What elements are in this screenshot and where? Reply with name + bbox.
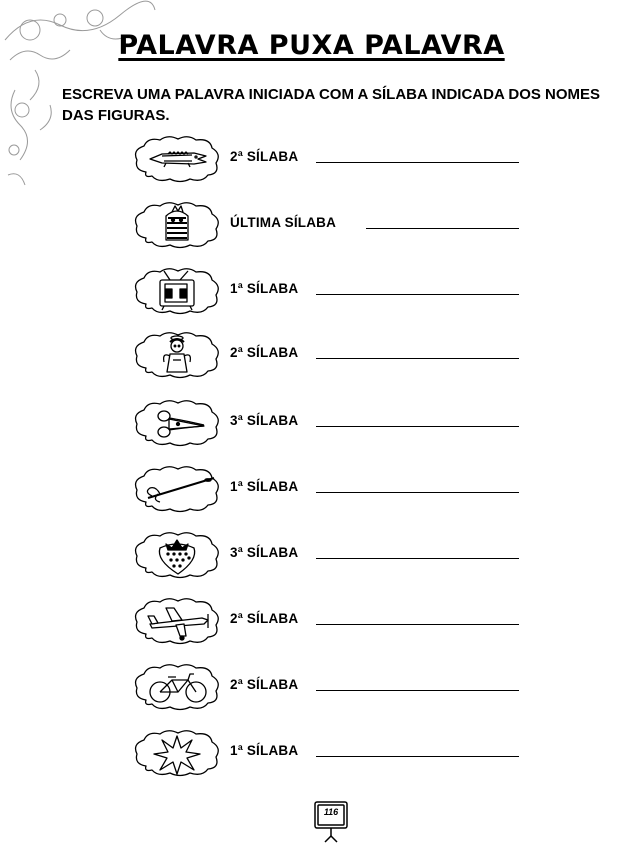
- syllable-label: 3ª SÍLABA: [230, 545, 299, 560]
- answer-line[interactable]: [366, 228, 519, 229]
- zebra-icon: [132, 200, 222, 250]
- exercise-row: [132, 728, 532, 778]
- syllable-label: 2ª SÍLABA: [230, 611, 299, 626]
- answer-line[interactable]: [316, 756, 519, 757]
- syllable-label: 2ª SÍLABA: [230, 149, 299, 164]
- answer-line[interactable]: [316, 690, 519, 691]
- answer-line[interactable]: [316, 426, 519, 427]
- page-number: 116: [323, 807, 339, 817]
- instructions-text: ESCREVA UMA PALAVRA INICIADA COM A SÍLABA INDICADA DOS NOMES DAS FIGURAS.: [62, 86, 601, 124]
- syllable-label: 1ª SÍLABA: [230, 281, 299, 296]
- answer-line[interactable]: [316, 294, 519, 295]
- answer-line[interactable]: [316, 558, 519, 559]
- scissors-icon: [132, 398, 222, 448]
- exercise-row: [132, 596, 532, 646]
- airplane-icon: [132, 596, 222, 646]
- exercise-row: [132, 530, 532, 580]
- answer-line[interactable]: [316, 492, 519, 493]
- exercise-row: [132, 662, 532, 712]
- alligator-icon: [132, 134, 222, 184]
- television-icon: [132, 266, 222, 316]
- syllable-label: 2ª SÍLABA: [230, 345, 299, 360]
- bicycle-icon: [132, 662, 222, 712]
- page-number-badge: [311, 800, 351, 844]
- answer-line[interactable]: [316, 624, 519, 625]
- syllable-label: ÚLTIMA SÍLABA: [230, 215, 337, 230]
- exercise-row: [132, 464, 532, 514]
- angel-icon: [132, 330, 222, 380]
- syllable-label: 1ª SÍLABA: [230, 743, 299, 758]
- answer-line[interactable]: [316, 162, 519, 163]
- needle-icon: [132, 464, 222, 514]
- answer-line[interactable]: [316, 358, 519, 359]
- exercise-row: [132, 398, 532, 448]
- exercise-row: [132, 330, 532, 380]
- syllable-label: 3ª SÍLABA: [230, 413, 299, 428]
- syllable-label: 1ª SÍLABA: [230, 479, 299, 494]
- strawberry-icon: [132, 530, 222, 580]
- exercise-row: [132, 134, 532, 184]
- exercise-row: [132, 266, 532, 316]
- page-title: PALAVRA PUXA PALAVRA: [118, 30, 505, 61]
- syllable-label: 2ª SÍLABA: [230, 677, 299, 692]
- exercise-row: [132, 200, 532, 250]
- star-icon: [132, 728, 222, 778]
